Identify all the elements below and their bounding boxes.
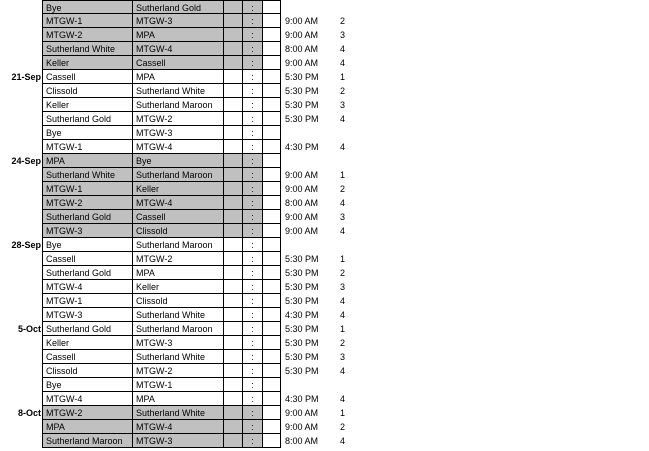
schedule-row (0, 238, 649, 252)
score-separator-cell: : (243, 196, 263, 210)
home-team-cell: MTGW-2 (42, 406, 133, 420)
home-team-cell: MPA (42, 420, 133, 434)
home-team-cell: Sutherland White (42, 168, 133, 182)
field-number: 4 (339, 366, 345, 376)
game-time: 9:00 AM (285, 212, 319, 222)
away-team-cell: MTGW-4 (133, 420, 224, 434)
schedule-row (0, 14, 649, 28)
schedule-row (0, 112, 649, 126)
game-time: 8:00 AM (285, 436, 319, 446)
away-team-cell: Sutherland Gold (133, 0, 224, 14)
game-date: 24-Sep (11, 156, 41, 166)
game-time: 9:00 AM (285, 422, 319, 432)
field-number: 4 (339, 198, 345, 208)
game-time: 9:00 AM (285, 408, 319, 418)
score-separator-cell: : (243, 84, 263, 98)
away-team-cell: MTGW-2 (133, 112, 224, 126)
score-away-cell (263, 420, 281, 434)
field-number (333, 0, 345, 14)
home-team-cell: Bye (42, 126, 133, 140)
game-time: 4:30 PM (285, 394, 319, 404)
score-separator-cell: : (243, 280, 263, 294)
score-separator-cell: : (243, 182, 263, 196)
score-away-cell (263, 14, 281, 28)
score-away-cell (263, 42, 281, 56)
schedule-row (0, 0, 649, 14)
game-time: 5:30 PM (285, 324, 319, 334)
field-number: 1 (339, 170, 345, 180)
away-team-cell: Clissold (133, 294, 224, 308)
home-team-cell: Sutherland Gold (42, 112, 133, 126)
home-team-cell: Clissold (42, 84, 133, 98)
home-team-cell: MTGW-1 (42, 294, 133, 308)
home-team-cell: Bye (42, 0, 133, 14)
away-team-cell: Sutherland White (133, 406, 224, 420)
schedule-row (0, 140, 649, 154)
game-date: 21-Sep (11, 72, 41, 82)
score-separator-cell: : (243, 322, 263, 336)
game-time: 9:00 AM (285, 184, 319, 194)
schedule-row (0, 210, 649, 224)
schedule-row (0, 392, 649, 406)
game-time: 9:00 AM (285, 170, 319, 180)
field-number: 4 (339, 394, 345, 404)
home-team-cell: MTGW-3 (42, 308, 133, 322)
field-number: 3 (339, 30, 345, 40)
score-separator-cell: : (243, 14, 263, 28)
score-away-cell (263, 336, 281, 350)
field-number: 2 (339, 338, 345, 348)
schedule-row (0, 70, 649, 84)
schedule-row (0, 154, 649, 168)
field-number: 4 (339, 226, 345, 236)
schedule-row (0, 168, 649, 182)
score-separator-cell: : (243, 70, 263, 84)
away-team-cell: MPA (133, 70, 224, 84)
field-number: 2 (339, 16, 345, 26)
score-separator-cell: : (243, 112, 263, 126)
game-time: 5:30 PM (285, 254, 319, 264)
score-separator-cell: : (243, 28, 263, 42)
score-away-cell (263, 28, 281, 42)
score-home-cell (224, 252, 243, 266)
home-team-cell: MTGW-1 (42, 14, 133, 28)
schedule-row (0, 378, 649, 392)
score-separator-cell: : (243, 154, 263, 168)
field-number: 1 (339, 408, 345, 418)
score-separator-cell: : (243, 294, 263, 308)
score-separator-cell: : (243, 98, 263, 112)
home-team-cell: Cassell (42, 70, 133, 84)
score-home-cell (224, 210, 243, 224)
score-away-cell (263, 84, 281, 98)
field-number (333, 154, 345, 168)
away-team-cell: MTGW-3 (133, 336, 224, 350)
schedule-row (0, 56, 649, 70)
field-number: 4 (339, 296, 345, 306)
schedule-row (0, 252, 649, 266)
home-team-cell: Sutherland Gold (42, 322, 133, 336)
game-time: 5:30 PM (285, 296, 319, 306)
score-home-cell (224, 322, 243, 336)
field-number (333, 378, 345, 392)
home-team-cell: Sutherland Maroon (42, 434, 133, 448)
score-away-cell (263, 196, 281, 210)
home-team-cell: Cassell (42, 350, 133, 364)
score-away-cell (263, 266, 281, 280)
score-home-cell (224, 308, 243, 322)
schedule-row (0, 364, 649, 378)
field-number: 4 (339, 310, 345, 320)
game-time (285, 154, 333, 168)
away-team-cell: MTGW-3 (133, 126, 224, 140)
game-time: 9:00 AM (285, 226, 319, 236)
score-separator-cell: : (243, 0, 263, 14)
away-team-cell: MTGW-4 (133, 42, 224, 56)
away-team-cell: MTGW-4 (133, 196, 224, 210)
schedule-row (0, 98, 649, 112)
game-time (285, 378, 333, 392)
game-time: 4:30 PM (285, 142, 319, 152)
score-home-cell (224, 420, 243, 434)
score-separator-cell: : (243, 210, 263, 224)
game-time: 5:30 PM (285, 352, 319, 362)
game-time: 5:30 PM (285, 100, 319, 110)
score-away-cell (263, 126, 281, 140)
game-time: 5:30 PM (285, 282, 319, 292)
schedule-row (0, 28, 649, 42)
home-team-cell: Keller (42, 336, 133, 350)
score-separator-cell: : (243, 224, 263, 238)
score-away-cell (263, 182, 281, 196)
home-team-cell: Sutherland White (42, 42, 133, 56)
home-team-cell: Bye (42, 238, 133, 252)
score-home-cell (224, 56, 243, 70)
field-number (333, 126, 345, 140)
away-team-cell: MTGW-3 (133, 14, 224, 28)
score-away-cell (263, 406, 281, 420)
field-number: 3 (339, 352, 345, 362)
field-number: 4 (339, 58, 345, 68)
schedule-row (0, 350, 649, 364)
home-team-cell: Bye (42, 378, 133, 392)
game-date: 28-Sep (11, 240, 41, 250)
score-separator-cell: : (243, 126, 263, 140)
away-team-cell: MTGW-2 (133, 252, 224, 266)
score-home-cell (224, 0, 243, 14)
schedule-row (0, 434, 649, 448)
field-number: 1 (339, 254, 345, 264)
away-team-cell: Sutherland White (133, 308, 224, 322)
game-time: 5:30 PM (285, 114, 319, 124)
schedule-row (0, 266, 649, 280)
home-team-cell: Keller (42, 56, 133, 70)
score-separator-cell: : (243, 168, 263, 182)
away-team-cell: Keller (133, 182, 224, 196)
away-team-cell: Cassell (133, 210, 224, 224)
field-number: 2 (339, 268, 345, 278)
score-home-cell (224, 70, 243, 84)
game-date: 5-Oct (17, 324, 41, 334)
schedule-row (0, 294, 649, 308)
away-team-cell: Sutherland Maroon (133, 168, 224, 182)
home-team-cell: Cassell (42, 252, 133, 266)
score-away-cell (263, 56, 281, 70)
score-home-cell (224, 196, 243, 210)
schedule-row (0, 420, 649, 434)
field-number: 4 (339, 436, 345, 446)
score-away-cell (263, 140, 281, 154)
score-home-cell (224, 378, 243, 392)
away-team-cell: Keller (133, 280, 224, 294)
score-home-cell (224, 350, 243, 364)
score-separator-cell: : (243, 56, 263, 70)
score-separator-cell: : (243, 392, 263, 406)
score-home-cell (224, 42, 243, 56)
game-time: 5:30 PM (285, 268, 319, 278)
score-home-cell (224, 364, 243, 378)
score-separator-cell: : (243, 434, 263, 448)
game-time: 9:00 AM (285, 58, 319, 68)
score-home-cell (224, 154, 243, 168)
score-home-cell (224, 392, 243, 406)
score-home-cell (224, 182, 243, 196)
field-number: 2 (339, 184, 345, 194)
score-separator-cell: : (243, 252, 263, 266)
game-time: 9:00 AM (285, 30, 319, 40)
schedule-row (0, 308, 649, 322)
away-team-cell: MPA (133, 28, 224, 42)
score-away-cell (263, 392, 281, 406)
score-away-cell (263, 434, 281, 448)
home-team-cell: MTGW-2 (42, 196, 133, 210)
schedule-row (0, 182, 649, 196)
home-team-cell: MTGW-4 (42, 392, 133, 406)
home-team-cell: MTGW-2 (42, 28, 133, 42)
away-team-cell: Sutherland Maroon (133, 98, 224, 112)
score-away-cell (263, 364, 281, 378)
score-away-cell (263, 168, 281, 182)
score-home-cell (224, 98, 243, 112)
schedule-row (0, 224, 649, 238)
score-away-cell (263, 378, 281, 392)
score-home-cell (224, 336, 243, 350)
score-home-cell (224, 84, 243, 98)
score-home-cell (224, 224, 243, 238)
score-separator-cell: : (243, 378, 263, 392)
game-time: 8:00 AM (285, 198, 319, 208)
field-number: 4 (339, 114, 345, 124)
field-number: 2 (339, 422, 345, 432)
score-away-cell (263, 154, 281, 168)
away-team-cell: Sutherland Maroon (133, 322, 224, 336)
score-away-cell (263, 210, 281, 224)
score-home-cell (224, 140, 243, 154)
score-separator-cell: : (243, 140, 263, 154)
score-home-cell (224, 266, 243, 280)
score-home-cell (224, 434, 243, 448)
game-time: 5:30 PM (285, 86, 319, 96)
home-team-cell: MTGW-1 (42, 182, 133, 196)
score-home-cell (224, 28, 243, 42)
score-separator-cell: : (243, 308, 263, 322)
field-number: 3 (339, 212, 345, 222)
schedule-row (0, 84, 649, 98)
schedule-row (0, 336, 649, 350)
away-team-cell: MTGW-1 (133, 378, 224, 392)
away-team-cell: Sutherland White (133, 350, 224, 364)
field-number: 4 (339, 44, 345, 54)
score-away-cell (263, 0, 281, 14)
field-number: 2 (339, 86, 345, 96)
score-separator-cell: : (243, 266, 263, 280)
score-separator-cell: : (243, 406, 263, 420)
score-separator-cell: : (243, 420, 263, 434)
away-team-cell: MTGW-4 (133, 140, 224, 154)
away-team-cell: MTGW-2 (133, 364, 224, 378)
field-number: 1 (339, 324, 345, 334)
score-away-cell (263, 98, 281, 112)
field-number (333, 238, 345, 252)
score-away-cell (263, 322, 281, 336)
home-team-cell: Sutherland Gold (42, 210, 133, 224)
score-away-cell (263, 280, 281, 294)
game-time: 9:00 AM (285, 16, 319, 26)
game-time: 5:30 PM (285, 72, 319, 82)
game-time: 4:30 PM (285, 310, 319, 320)
score-home-cell (224, 126, 243, 140)
home-team-cell: MPA (42, 154, 133, 168)
away-team-cell: Clissold (133, 224, 224, 238)
field-number: 3 (339, 282, 345, 292)
game-time: 8:00 AM (285, 44, 319, 54)
schedule-row (0, 406, 649, 420)
score-away-cell (263, 70, 281, 84)
game-time: 5:30 PM (285, 338, 319, 348)
away-team-cell: Sutherland Maroon (133, 238, 224, 252)
away-team-cell: Cassell (133, 56, 224, 70)
score-separator-cell: : (243, 364, 263, 378)
home-team-cell: MTGW-4 (42, 280, 133, 294)
score-home-cell (224, 112, 243, 126)
score-away-cell (263, 112, 281, 126)
home-team-cell: MTGW-3 (42, 224, 133, 238)
score-away-cell (263, 308, 281, 322)
home-team-cell: Clissold (42, 364, 133, 378)
field-number: 3 (339, 100, 345, 110)
game-date: 8-Oct (17, 408, 41, 418)
game-time (285, 0, 333, 14)
away-team-cell: MPA (133, 392, 224, 406)
game-time (285, 238, 333, 252)
score-home-cell (224, 294, 243, 308)
home-team-cell: Sutherland Gold (42, 266, 133, 280)
score-away-cell (263, 224, 281, 238)
home-team-cell: Keller (42, 98, 133, 112)
score-separator-cell: : (243, 350, 263, 364)
score-away-cell (263, 294, 281, 308)
score-home-cell (224, 14, 243, 28)
schedule-row (0, 126, 649, 140)
score-home-cell (224, 238, 243, 252)
away-team-cell: Sutherland White (133, 84, 224, 98)
score-away-cell (263, 350, 281, 364)
away-team-cell: MPA (133, 266, 224, 280)
schedule-row (0, 196, 649, 210)
score-away-cell (263, 252, 281, 266)
away-team-cell: MTGW-3 (133, 434, 224, 448)
score-separator-cell: : (243, 42, 263, 56)
field-number: 1 (339, 72, 345, 82)
score-home-cell (224, 168, 243, 182)
game-time: 5:30 PM (285, 366, 319, 376)
field-number: 4 (339, 142, 345, 152)
home-team-cell: MTGW-1 (42, 140, 133, 154)
away-team-cell: Bye (133, 154, 224, 168)
score-separator-cell: : (243, 238, 263, 252)
score-away-cell (263, 238, 281, 252)
schedule-row (0, 322, 649, 336)
score-home-cell (224, 406, 243, 420)
score-home-cell (224, 280, 243, 294)
schedule-row (0, 280, 649, 294)
score-separator-cell: : (243, 336, 263, 350)
game-time (285, 126, 333, 140)
schedule-row (0, 42, 649, 56)
